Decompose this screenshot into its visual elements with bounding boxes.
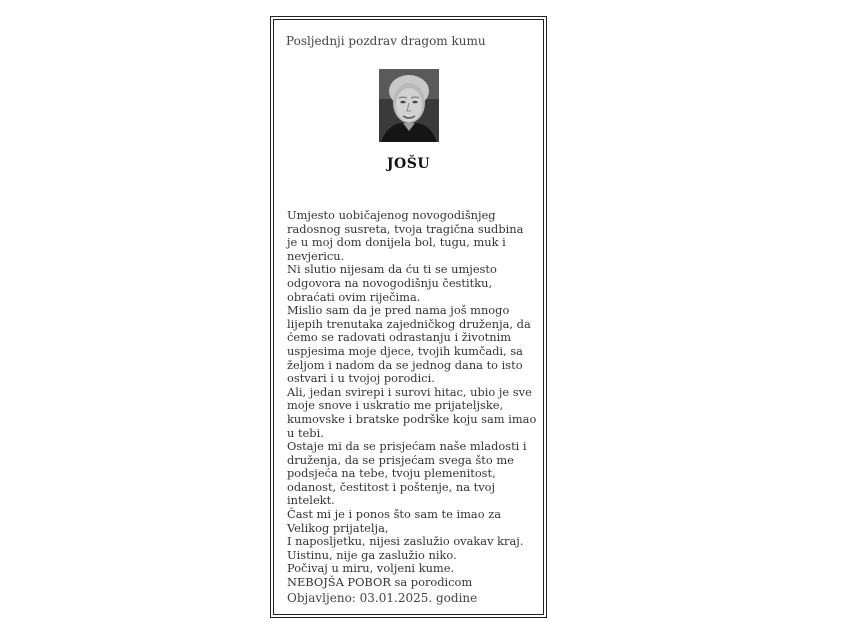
notice-paragraph: Ali, jedan svirepi i surovi hitac, ubio je sve moje snove i uskratio me prijateljske, kumovske i bratske podrške koju sam imao u tebi. — [287, 384, 537, 440]
notice-header: Posljednji pozdrav dragom kumu — [286, 34, 486, 48]
notice-paragraph: Počivaj u miru, voljeni kume. — [287, 561, 455, 576]
notice-paragraph: Uistinu, nije ga zaslužio niko. — [287, 547, 457, 562]
deceased-photo — [379, 69, 439, 142]
notice-paragraph: Mislio sam da je pred nama još mnogo lijepih trenutaka zajedničkog druženja, da ćemo se radovati odrastanju i životnim uspjesima moje djece, tvojih kumčadi, sa željom i nadom da se jednog dana to isto ostvari i u tvojoj porodici. — [287, 303, 531, 386]
notice-paragraph: Umjesto uobičajenog novogodišnjeg radosnog susreta, tvoja tragična sudbina je u moj dom donijela bol, tugu, muk i nevjericu. — [287, 208, 524, 263]
notice-body — [287, 209, 537, 590]
notice-signature: NEBOJŠA POBOR sa porodicom — [287, 575, 473, 590]
deceased-name: JOŠU — [386, 156, 431, 172]
notice-paragraph: I naposljetku, nijesi zaslužio ovakav kraj. — [287, 534, 524, 549]
obituary-card-inner — [273, 19, 544, 615]
notice-paragraph: Čast mi je i ponos što sam te imao za Velikog prijatelja, — [287, 507, 501, 535]
notice-paragraph: Ni slutio nijesam da ću ti se umjesto odgovora na novogodišnju čestitku, obraćati ovim riječima. — [287, 262, 497, 304]
published-date: Objavljeno: 03.01.2025. godine — [287, 591, 478, 605]
obituary-card — [270, 16, 547, 618]
notice-paragraph: Ostaje mi da se prisjećam naše mladosti i druženja, da se prisjećam svega što me podsjeća na tebe, tvoju plemenitost, odanost, čestitost i poštenje, na tvoj intelekt. — [287, 439, 527, 508]
